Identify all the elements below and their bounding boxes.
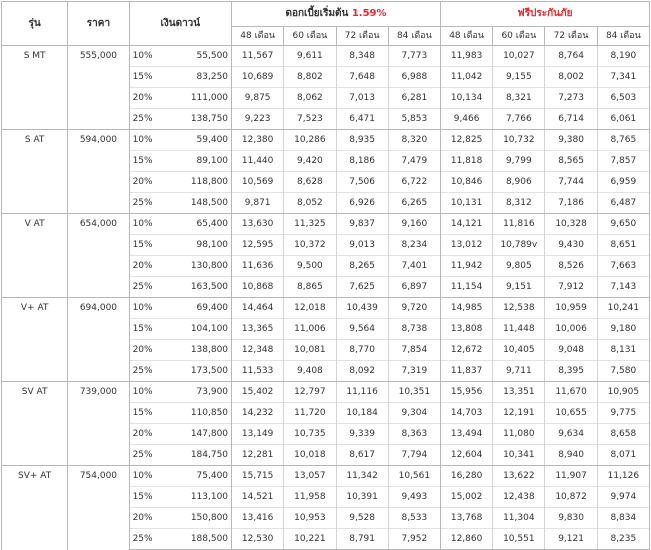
table-body xyxy=(2,46,650,550)
insurance-installment: 9,380 xyxy=(545,130,597,151)
interest-installment: 10,018 xyxy=(284,445,336,466)
interest-installment: 10,439 xyxy=(336,298,388,319)
insurance-installment: 8,312 xyxy=(493,193,545,214)
insurance-installment: 7,744 xyxy=(545,172,597,193)
down-amount: 150,800 xyxy=(160,508,231,529)
insurance-installment: 11,907 xyxy=(545,466,597,487)
interest-installment: 8,791 xyxy=(336,529,388,550)
installment-table xyxy=(1,1,650,550)
interest-installment: 10,184 xyxy=(336,403,388,424)
interest-group-label: ดอกเบี้ยเริ่มต้น xyxy=(285,8,349,19)
interest-installment: 7,319 xyxy=(388,361,440,382)
insurance-installment: 9,155 xyxy=(493,67,545,88)
insurance-installment: 11,080 xyxy=(493,424,545,445)
insurance-installment: 7,143 xyxy=(597,277,649,298)
interest-installment: 11,116 xyxy=(336,382,388,403)
down-percent: 10% xyxy=(129,46,160,67)
down-percent: 10% xyxy=(129,382,160,403)
down-percent: 25% xyxy=(129,361,160,382)
insurance-installment: 11,983 xyxy=(440,46,492,67)
interest-installment: 10,391 xyxy=(336,487,388,508)
insurance-installment: 9,775 xyxy=(597,403,649,424)
interest-installment: 8,265 xyxy=(336,256,388,277)
insurance-installment: 7,341 xyxy=(597,67,649,88)
interest-installment: 6,926 xyxy=(336,193,388,214)
insurance-installment: 10,405 xyxy=(493,340,545,361)
interest-installment: 7,854 xyxy=(388,340,440,361)
insurance-installment: 10,341 xyxy=(493,445,545,466)
insurance-installment: 11,304 xyxy=(493,508,545,529)
interest-installment: 13,630 xyxy=(232,214,284,235)
interest-installment: 8,092 xyxy=(336,361,388,382)
down-amount: 138,800 xyxy=(160,340,231,361)
insurance-installment: 15,002 xyxy=(440,487,492,508)
interest-installment: 15,715 xyxy=(232,466,284,487)
down-amount: 111,000 xyxy=(160,88,231,109)
table-row xyxy=(2,214,650,235)
interest-installment: 6,471 xyxy=(336,109,388,130)
month-header: 72 เดือน xyxy=(336,27,388,46)
insurance-installment: 10,006 xyxy=(545,319,597,340)
insurance-installment: 7,273 xyxy=(545,88,597,109)
down-percent: 20% xyxy=(129,172,160,193)
interest-installment: 12,380 xyxy=(232,130,284,151)
interest-installment: 13,057 xyxy=(284,466,336,487)
interest-installment: 10,868 xyxy=(232,277,284,298)
table-row xyxy=(2,130,650,151)
model-price: 754,000 xyxy=(68,466,129,550)
insurance-installment: 6,503 xyxy=(597,88,649,109)
insurance-installment: 9,121 xyxy=(545,529,597,550)
down-amount: 163,500 xyxy=(160,277,231,298)
interest-installment: 10,561 xyxy=(388,466,440,487)
down-percent: 15% xyxy=(129,67,160,88)
insurance-installment: 10,872 xyxy=(545,487,597,508)
insurance-installment: 10,959 xyxy=(545,298,597,319)
down-amount: 173,500 xyxy=(160,361,231,382)
down-amount: 73,900 xyxy=(160,382,231,403)
interest-installment: 9,837 xyxy=(336,214,388,235)
down-amount: 113,100 xyxy=(160,487,231,508)
insurance-installment: 7,766 xyxy=(493,109,545,130)
insurance-installment: 9,711 xyxy=(493,361,545,382)
insurance-installment: 9,974 xyxy=(597,487,649,508)
insurance-installment: 12,538 xyxy=(493,298,545,319)
month-header: 48 เดือน xyxy=(232,27,284,46)
down-percent: 10% xyxy=(129,130,160,151)
interest-installment: 7,479 xyxy=(388,151,440,172)
down-percent: 25% xyxy=(129,193,160,214)
down-amount: 98,100 xyxy=(160,235,231,256)
insurance-installment: 11,154 xyxy=(440,277,492,298)
interest-installment: 8,062 xyxy=(284,88,336,109)
insurance-installment: 13,351 xyxy=(493,382,545,403)
interest-installment: 8,770 xyxy=(336,340,388,361)
header-model: รุ่น xyxy=(2,2,68,46)
down-amount: 147,800 xyxy=(160,424,231,445)
interest-installment: 11,720 xyxy=(284,403,336,424)
table-row xyxy=(2,466,650,487)
interest-installment: 15,402 xyxy=(232,382,284,403)
month-header: 84 เดือน xyxy=(388,27,440,46)
insurance-installment: 14,985 xyxy=(440,298,492,319)
interest-installment: 8,617 xyxy=(336,445,388,466)
interest-installment: 8,865 xyxy=(284,277,336,298)
interest-rate: 1.59% xyxy=(351,8,387,19)
header-interest-group xyxy=(232,2,441,27)
interest-installment: 8,738 xyxy=(388,319,440,340)
interest-installment: 12,281 xyxy=(232,445,284,466)
model-price: 555,000 xyxy=(68,46,129,130)
model-price: 739,000 xyxy=(68,382,129,466)
down-percent: 25% xyxy=(129,109,160,130)
insurance-installment: 8,071 xyxy=(597,445,649,466)
interest-installment: 10,372 xyxy=(284,235,336,256)
down-percent: 15% xyxy=(129,487,160,508)
down-amount: 83,250 xyxy=(160,67,231,88)
insurance-installment: 11,942 xyxy=(440,256,492,277)
insurance-installment: 10,789v xyxy=(493,235,545,256)
down-percent: 15% xyxy=(129,235,160,256)
insurance-installment: 13,768 xyxy=(440,508,492,529)
interest-installment: 6,722 xyxy=(388,172,440,193)
model-name: S AT xyxy=(2,130,68,214)
insurance-installment: 8,131 xyxy=(597,340,649,361)
model-name: V AT xyxy=(2,214,68,298)
interest-installment: 7,013 xyxy=(336,88,388,109)
insurance-installment: 9,430 xyxy=(545,235,597,256)
interest-installment: 6,897 xyxy=(388,277,440,298)
insurance-installment: 10,241 xyxy=(597,298,649,319)
interest-installment: 11,636 xyxy=(232,256,284,277)
interest-installment: 10,286 xyxy=(284,130,336,151)
interest-installment: 11,533 xyxy=(232,361,284,382)
model-name: S MT xyxy=(2,46,68,130)
insurance-installment: 10,846 xyxy=(440,172,492,193)
interest-installment: 11,325 xyxy=(284,214,336,235)
down-percent: 15% xyxy=(129,319,160,340)
interest-installment: 12,595 xyxy=(232,235,284,256)
interest-installment: 7,773 xyxy=(388,46,440,67)
down-percent: 20% xyxy=(129,88,160,109)
insurance-installment: 13,012 xyxy=(440,235,492,256)
down-amount: 104,100 xyxy=(160,319,231,340)
interest-installment: 8,052 xyxy=(284,193,336,214)
interest-installment: 7,648 xyxy=(336,67,388,88)
interest-installment: 14,232 xyxy=(232,403,284,424)
insurance-installment: 7,186 xyxy=(545,193,597,214)
interest-installment: 10,221 xyxy=(284,529,336,550)
interest-installment: 8,348 xyxy=(336,46,388,67)
model-name: V+ AT xyxy=(2,298,68,382)
insurance-installment: 9,650 xyxy=(597,214,649,235)
interest-installment: 5,853 xyxy=(388,109,440,130)
insurance-installment: 8,940 xyxy=(545,445,597,466)
insurance-installment: 10,732 xyxy=(493,130,545,151)
month-header: 72 เดือน xyxy=(545,27,597,46)
insurance-installment: 9,830 xyxy=(545,508,597,529)
table-row xyxy=(2,46,650,67)
interest-installment: 9,223 xyxy=(232,109,284,130)
insurance-installment: 11,042 xyxy=(440,67,492,88)
interest-installment: 10,953 xyxy=(284,508,336,529)
insurance-installment: 12,825 xyxy=(440,130,492,151)
interest-installment: 13,365 xyxy=(232,319,284,340)
insurance-installment: 10,551 xyxy=(493,529,545,550)
interest-installment: 11,342 xyxy=(336,466,388,487)
insurance-installment: 6,714 xyxy=(545,109,597,130)
insurance-installment: 12,604 xyxy=(440,445,492,466)
insurance-installment: 6,061 xyxy=(597,109,649,130)
interest-installment: 14,464 xyxy=(232,298,284,319)
down-percent: 15% xyxy=(129,151,160,172)
page xyxy=(1,1,650,544)
down-amount: 148,500 xyxy=(160,193,231,214)
insurance-installment: 14,703 xyxy=(440,403,492,424)
insurance-installment: 10,905 xyxy=(597,382,649,403)
interest-installment: 9,339 xyxy=(336,424,388,445)
insurance-installment: 8,321 xyxy=(493,88,545,109)
interest-installment: 11,006 xyxy=(284,319,336,340)
interest-installment: 7,401 xyxy=(388,256,440,277)
down-amount: 118,800 xyxy=(160,172,231,193)
insurance-installment: 8,235 xyxy=(597,529,649,550)
interest-installment: 8,363 xyxy=(388,424,440,445)
interest-installment: 12,530 xyxy=(232,529,284,550)
interest-installment: 6,265 xyxy=(388,193,440,214)
interest-installment: 7,794 xyxy=(388,445,440,466)
interest-installment: 9,013 xyxy=(336,235,388,256)
insurance-installment: 11,816 xyxy=(493,214,545,235)
interest-installment: 8,628 xyxy=(284,172,336,193)
interest-installment: 9,875 xyxy=(232,88,284,109)
header-price: ราคา xyxy=(68,2,129,46)
down-amount: 188,500 xyxy=(160,529,231,550)
insurance-installment: 8,658 xyxy=(597,424,649,445)
interest-installment: 10,081 xyxy=(284,340,336,361)
interest-installment: 9,420 xyxy=(284,151,336,172)
interest-installment: 8,186 xyxy=(336,151,388,172)
interest-installment: 14,521 xyxy=(232,487,284,508)
interest-installment: 8,935 xyxy=(336,130,388,151)
down-amount: 89,100 xyxy=(160,151,231,172)
model-name: SV AT xyxy=(2,382,68,466)
month-header: 60 เดือน xyxy=(493,27,545,46)
interest-installment: 9,493 xyxy=(388,487,440,508)
interest-installment: 9,500 xyxy=(284,256,336,277)
insurance-installment: 7,912 xyxy=(545,277,597,298)
model-price: 654,000 xyxy=(68,214,129,298)
interest-installment: 12,348 xyxy=(232,340,284,361)
interest-installment: 6,281 xyxy=(388,88,440,109)
insurance-installment: 9,634 xyxy=(545,424,597,445)
down-amount: 65,400 xyxy=(160,214,231,235)
insurance-installment: 9,805 xyxy=(493,256,545,277)
insurance-installment: 16,280 xyxy=(440,466,492,487)
insurance-installment: 13,494 xyxy=(440,424,492,445)
interest-installment: 6,988 xyxy=(388,67,440,88)
insurance-installment: 10,655 xyxy=(545,403,597,424)
down-percent: 25% xyxy=(129,445,160,466)
interest-installment: 9,408 xyxy=(284,361,336,382)
header-insurance-group xyxy=(440,2,649,27)
insurance-installment: 8,906 xyxy=(493,172,545,193)
down-amount: 75,400 xyxy=(160,466,231,487)
insurance-installment: 11,670 xyxy=(545,382,597,403)
table-row xyxy=(2,382,650,403)
insurance-installment: 8,565 xyxy=(545,151,597,172)
interest-installment: 12,018 xyxy=(284,298,336,319)
interest-installment: 10,569 xyxy=(232,172,284,193)
month-header: 60 เดือน xyxy=(284,27,336,46)
header-row-main xyxy=(2,2,650,27)
insurance-installment: 9,048 xyxy=(545,340,597,361)
insurance-installment: 9,180 xyxy=(597,319,649,340)
insurance-installment: 10,027 xyxy=(493,46,545,67)
insurance-installment: 8,834 xyxy=(597,508,649,529)
down-amount: 138,750 xyxy=(160,109,231,130)
insurance-installment: 9,151 xyxy=(493,277,545,298)
down-amount: 55,500 xyxy=(160,46,231,67)
down-percent: 15% xyxy=(129,403,160,424)
interest-installment: 13,416 xyxy=(232,508,284,529)
interest-installment: 8,320 xyxy=(388,130,440,151)
insurance-installment: 7,580 xyxy=(597,361,649,382)
interest-installment: 10,689 xyxy=(232,67,284,88)
down-amount: 130,800 xyxy=(160,256,231,277)
down-amount: 59,400 xyxy=(160,130,231,151)
insurance-installment: 13,808 xyxy=(440,319,492,340)
interest-installment: 7,506 xyxy=(336,172,388,193)
interest-installment: 9,160 xyxy=(388,214,440,235)
down-percent: 20% xyxy=(129,340,160,361)
down-percent: 10% xyxy=(129,298,160,319)
interest-installment: 12,797 xyxy=(284,382,336,403)
down-percent: 10% xyxy=(129,466,160,487)
insurance-installment: 10,131 xyxy=(440,193,492,214)
header-down-payment: เงินดาวน์ xyxy=(129,2,231,46)
model-price: 594,000 xyxy=(68,130,129,214)
interest-installment: 13,149 xyxy=(232,424,284,445)
insurance-installment: 11,448 xyxy=(493,319,545,340)
insurance-installment: 8,395 xyxy=(545,361,597,382)
insurance-installment: 8,526 xyxy=(545,256,597,277)
down-percent: 25% xyxy=(129,277,160,298)
table-row xyxy=(2,298,650,319)
insurance-installment: 8,002 xyxy=(545,67,597,88)
down-percent: 20% xyxy=(129,508,160,529)
model-name: SV+ AT xyxy=(2,466,68,550)
interest-installment: 9,564 xyxy=(336,319,388,340)
insurance-installment: 6,959 xyxy=(597,172,649,193)
down-amount: 184,750 xyxy=(160,445,231,466)
interest-installment: 9,871 xyxy=(232,193,284,214)
interest-installment: 10,351 xyxy=(388,382,440,403)
insurance-installment: 11,126 xyxy=(597,466,649,487)
down-amount: 69,400 xyxy=(160,298,231,319)
insurance-installment: 9,799 xyxy=(493,151,545,172)
insurance-installment: 6,487 xyxy=(597,193,649,214)
insurance-installment: 13,622 xyxy=(493,466,545,487)
down-percent: 25% xyxy=(129,529,160,550)
down-percent: 20% xyxy=(129,256,160,277)
down-percent: 10% xyxy=(129,214,160,235)
down-percent: 20% xyxy=(129,424,160,445)
insurance-installment: 10,134 xyxy=(440,88,492,109)
insurance-installment: 9,466 xyxy=(440,109,492,130)
insurance-installment: 11,818 xyxy=(440,151,492,172)
insurance-group-label: ฟรีประกันภัย xyxy=(517,8,573,19)
model-price: 694,000 xyxy=(68,298,129,382)
interest-installment: 8,533 xyxy=(388,508,440,529)
insurance-installment: 10,328 xyxy=(545,214,597,235)
insurance-installment: 8,651 xyxy=(597,235,649,256)
interest-installment: 11,958 xyxy=(284,487,336,508)
interest-installment: 9,304 xyxy=(388,403,440,424)
insurance-installment: 14,121 xyxy=(440,214,492,235)
interest-installment: 10,735 xyxy=(284,424,336,445)
insurance-installment: 8,190 xyxy=(597,46,649,67)
insurance-installment: 11,837 xyxy=(440,361,492,382)
interest-installment: 7,625 xyxy=(336,277,388,298)
insurance-installment: 12,191 xyxy=(493,403,545,424)
interest-installment: 9,611 xyxy=(284,46,336,67)
insurance-installment: 8,765 xyxy=(597,130,649,151)
interest-installment: 9,720 xyxy=(388,298,440,319)
interest-installment: 11,567 xyxy=(232,46,284,67)
insurance-installment: 7,857 xyxy=(597,151,649,172)
insurance-installment: 8,764 xyxy=(545,46,597,67)
interest-installment: 8,802 xyxy=(284,67,336,88)
interest-installment: 8,234 xyxy=(388,235,440,256)
interest-installment: 9,528 xyxy=(336,508,388,529)
month-header: 84 เดือน xyxy=(597,27,649,46)
insurance-installment: 7,663 xyxy=(597,256,649,277)
insurance-installment: 15,956 xyxy=(440,382,492,403)
interest-installment: 7,523 xyxy=(284,109,336,130)
month-header: 48 เดือน xyxy=(440,27,492,46)
insurance-installment: 12,438 xyxy=(493,487,545,508)
interest-installment: 11,440 xyxy=(232,151,284,172)
down-amount: 110,850 xyxy=(160,403,231,424)
insurance-installment: 12,672 xyxy=(440,340,492,361)
interest-installment: 7,952 xyxy=(388,529,440,550)
insurance-installment: 12,860 xyxy=(440,529,492,550)
